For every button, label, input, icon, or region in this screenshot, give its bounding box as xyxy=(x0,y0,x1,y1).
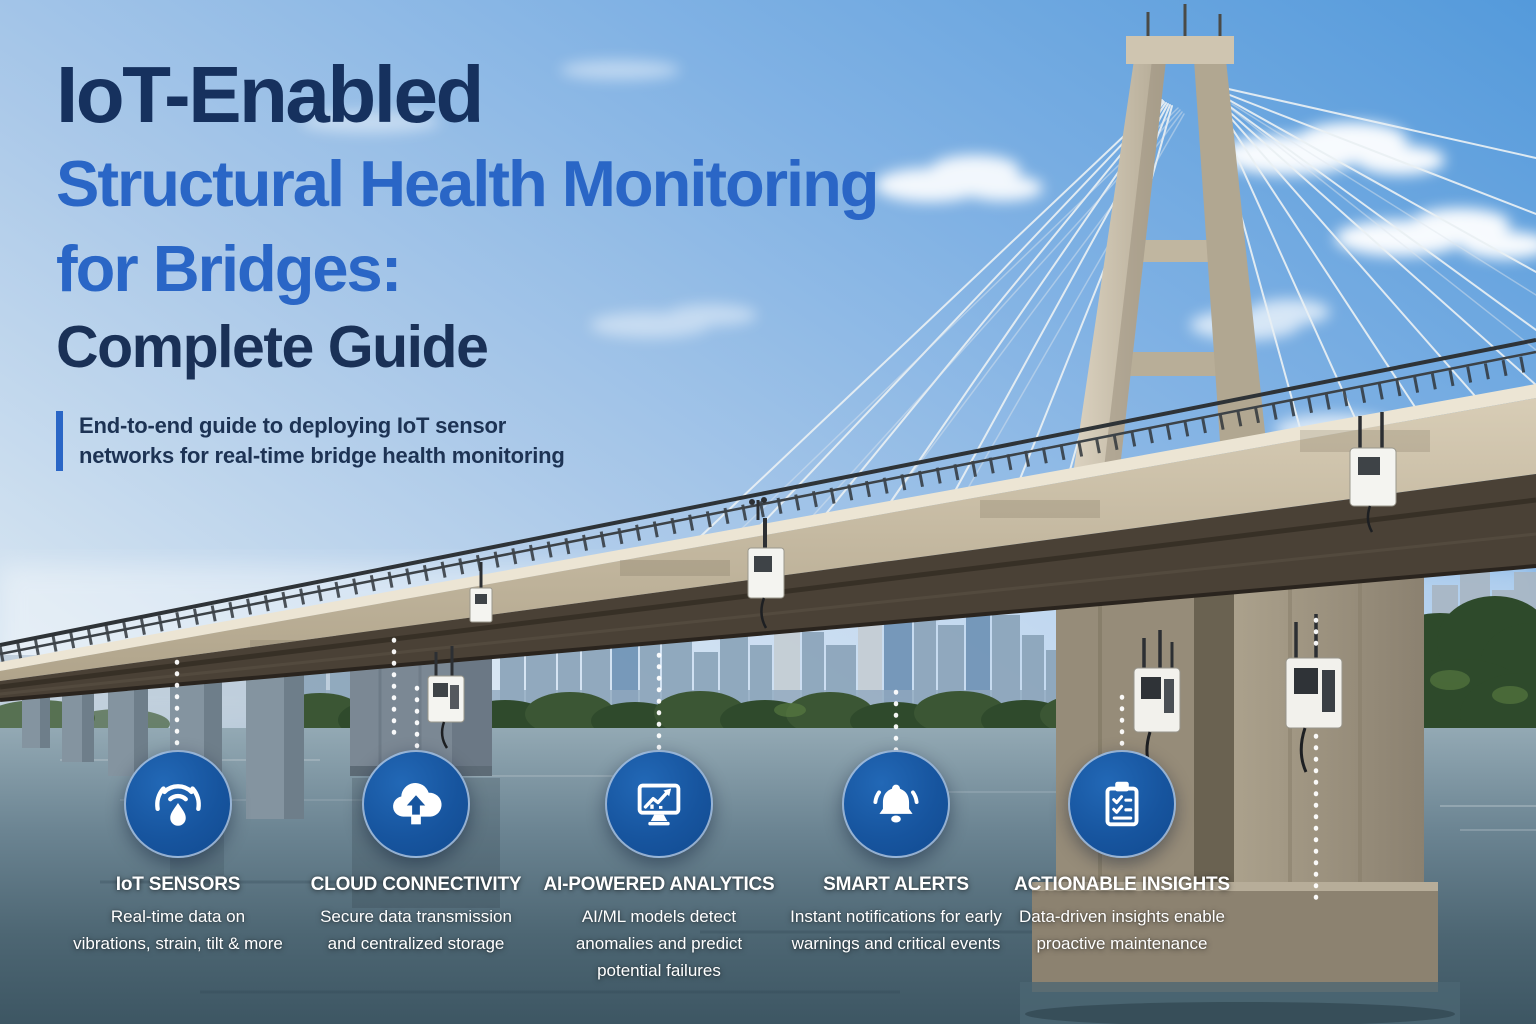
feature-title: ACTIONABLE INSIGHTS xyxy=(1014,874,1230,895)
feature-description: AI/ML models detect anomalies and predict potential failures xyxy=(575,907,743,980)
feature-description: Instant notifications for early warnings and critical events xyxy=(790,907,1002,953)
alert-bell-icon xyxy=(865,773,927,835)
feature-description: Data-driven insights enable proactive maintenance xyxy=(1018,907,1225,953)
page-title-line2: Structural Health Monitoring xyxy=(56,147,878,221)
hero-text-block xyxy=(56,48,878,471)
feature-title: SMART ALERTS xyxy=(823,874,969,895)
feature-badge xyxy=(362,750,470,858)
subtitle-line2: networks for real-time bridge health monitoring xyxy=(79,443,565,469)
feature-badge xyxy=(842,750,950,858)
sensor-signal-icon xyxy=(147,773,209,835)
page-title-line3: for Bridges: xyxy=(56,231,401,305)
feature-description: Secure data transmission and centralized storage xyxy=(320,907,512,953)
cloud-upload-icon xyxy=(385,773,447,835)
feature-title: IoT SENSORS xyxy=(115,874,241,895)
feature-smart-alerts xyxy=(780,750,1012,957)
feature-ai-analytics xyxy=(543,750,775,984)
subtitle-accent-bar xyxy=(56,411,63,471)
feature-title: AI-POWERED ANALYTICS xyxy=(543,874,775,895)
subtitle-line1: End-to-end guide to deploying IoT sensor xyxy=(79,413,507,439)
subtitle xyxy=(56,411,878,471)
feature-actionable-insights xyxy=(1006,750,1238,957)
clipboard-checklist-icon xyxy=(1091,773,1153,835)
page-title-line1: IoT-Enabled xyxy=(56,50,482,139)
feature-title: CLOUD CONNECTIVITY xyxy=(310,874,522,895)
feature-description: Real-time data on vibrations, strain, tilt & more xyxy=(73,907,283,953)
feature-badge xyxy=(605,750,713,858)
analytics-monitor-icon xyxy=(628,773,690,835)
feature-cloud-connectivity xyxy=(300,750,532,957)
feature-badge xyxy=(1068,750,1176,858)
page-title-line4: Complete Guide xyxy=(56,314,488,381)
feature-badge xyxy=(124,750,232,858)
feature-iot-sensors xyxy=(62,750,294,957)
